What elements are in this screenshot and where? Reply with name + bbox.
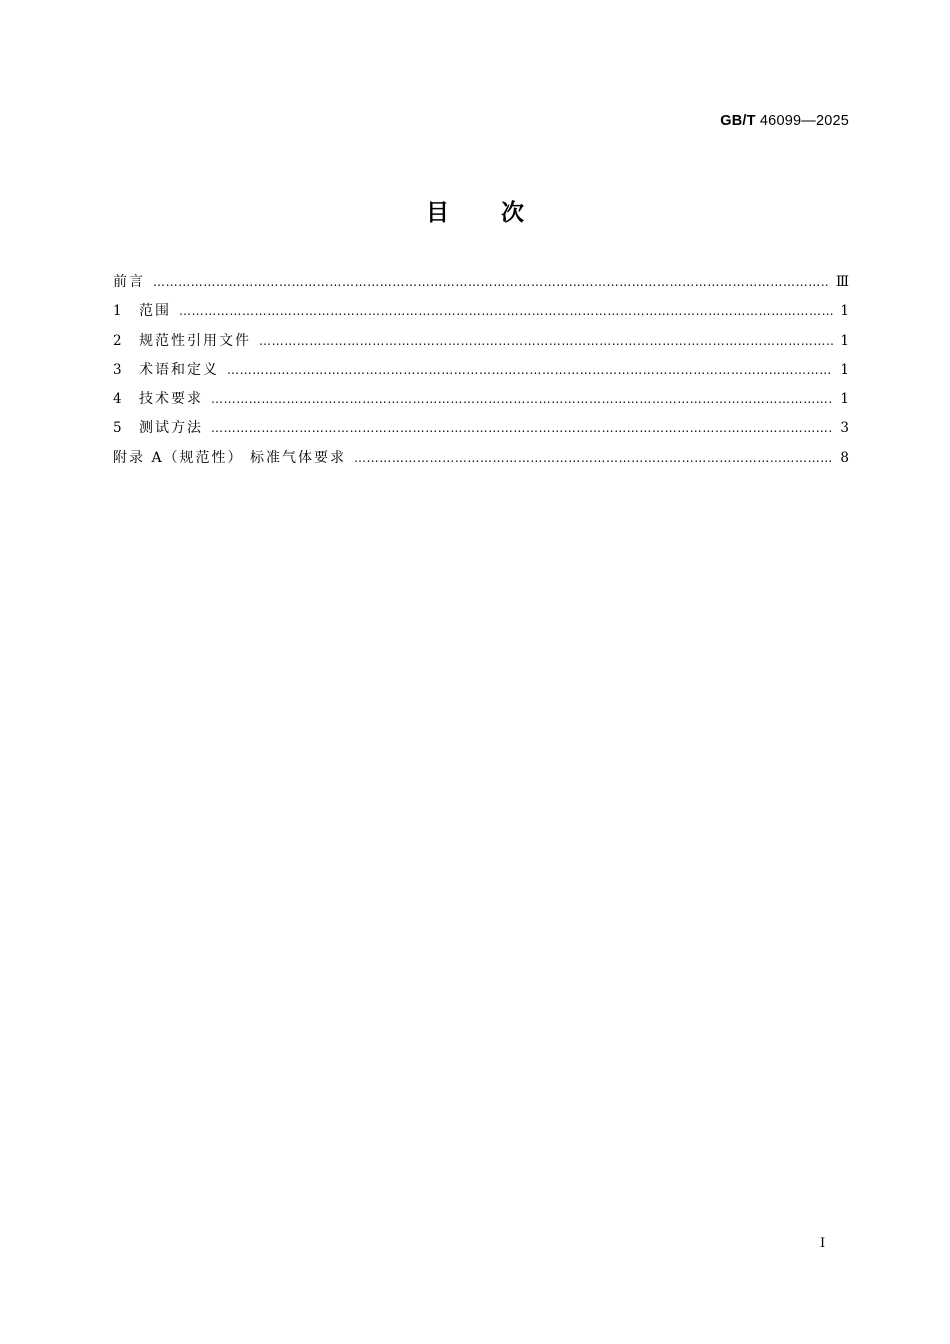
toc-entry-page: 1 bbox=[840, 391, 849, 408]
toc-entry-label: 规范性引用文件 bbox=[139, 332, 251, 349]
page-title: 目次 bbox=[426, 200, 576, 226]
toc-leader-dots bbox=[211, 392, 833, 406]
table-of-contents bbox=[113, 271, 849, 476]
toc-entry-test-methods[interactable] bbox=[113, 417, 849, 446]
toc-leader-dots bbox=[211, 421, 833, 435]
standard-code-prefix: GB/T bbox=[720, 113, 756, 129]
standard-code-number: 46099—2025 bbox=[759, 113, 849, 129]
toc-entry-page: 1 bbox=[840, 361, 849, 378]
toc-entry-label: 范围 bbox=[139, 303, 171, 320]
toc-entry-label: 测试方法 bbox=[139, 420, 203, 437]
toc-entry-page: 3 bbox=[840, 420, 849, 437]
toc-entry-label: 前言 bbox=[113, 274, 145, 290]
toc-leader-dots bbox=[259, 334, 833, 348]
toc-entry-number: 5 bbox=[113, 420, 122, 437]
toc-entry-label: 技术要求 bbox=[139, 391, 203, 408]
toc-entry-annex-a[interactable] bbox=[113, 447, 849, 476]
toc-entry-terms-definitions[interactable] bbox=[113, 359, 849, 388]
toc-entry-page: Ⅲ bbox=[835, 274, 849, 290]
toc-entry-number: 3 bbox=[113, 361, 122, 378]
toc-entry-page: 1 bbox=[840, 303, 849, 320]
standard-code bbox=[720, 113, 849, 129]
toc-leader-dots bbox=[153, 275, 830, 289]
toc-leader-dots bbox=[179, 304, 833, 318]
toc-entry-label: 附录 A（规范性） 标准气体要求 bbox=[113, 449, 347, 466]
toc-entry-number: 1 bbox=[113, 303, 122, 320]
toc-entry-foreword[interactable] bbox=[113, 271, 849, 300]
toc-entry-number: 4 bbox=[113, 391, 122, 408]
toc-entry-normative-references[interactable] bbox=[113, 330, 849, 359]
toc-entry-scope[interactable] bbox=[113, 300, 849, 329]
toc-entry-technical-requirements[interactable] bbox=[113, 388, 849, 417]
toc-entry-number: 2 bbox=[113, 332, 122, 349]
toc-entry-page: 1 bbox=[840, 332, 849, 349]
toc-entry-page: 8 bbox=[840, 449, 849, 466]
toc-leader-dots bbox=[227, 363, 833, 377]
toc-leader-dots bbox=[354, 451, 833, 465]
toc-entry-label: 术语和定义 bbox=[139, 361, 219, 378]
page-number: I bbox=[820, 1236, 826, 1251]
